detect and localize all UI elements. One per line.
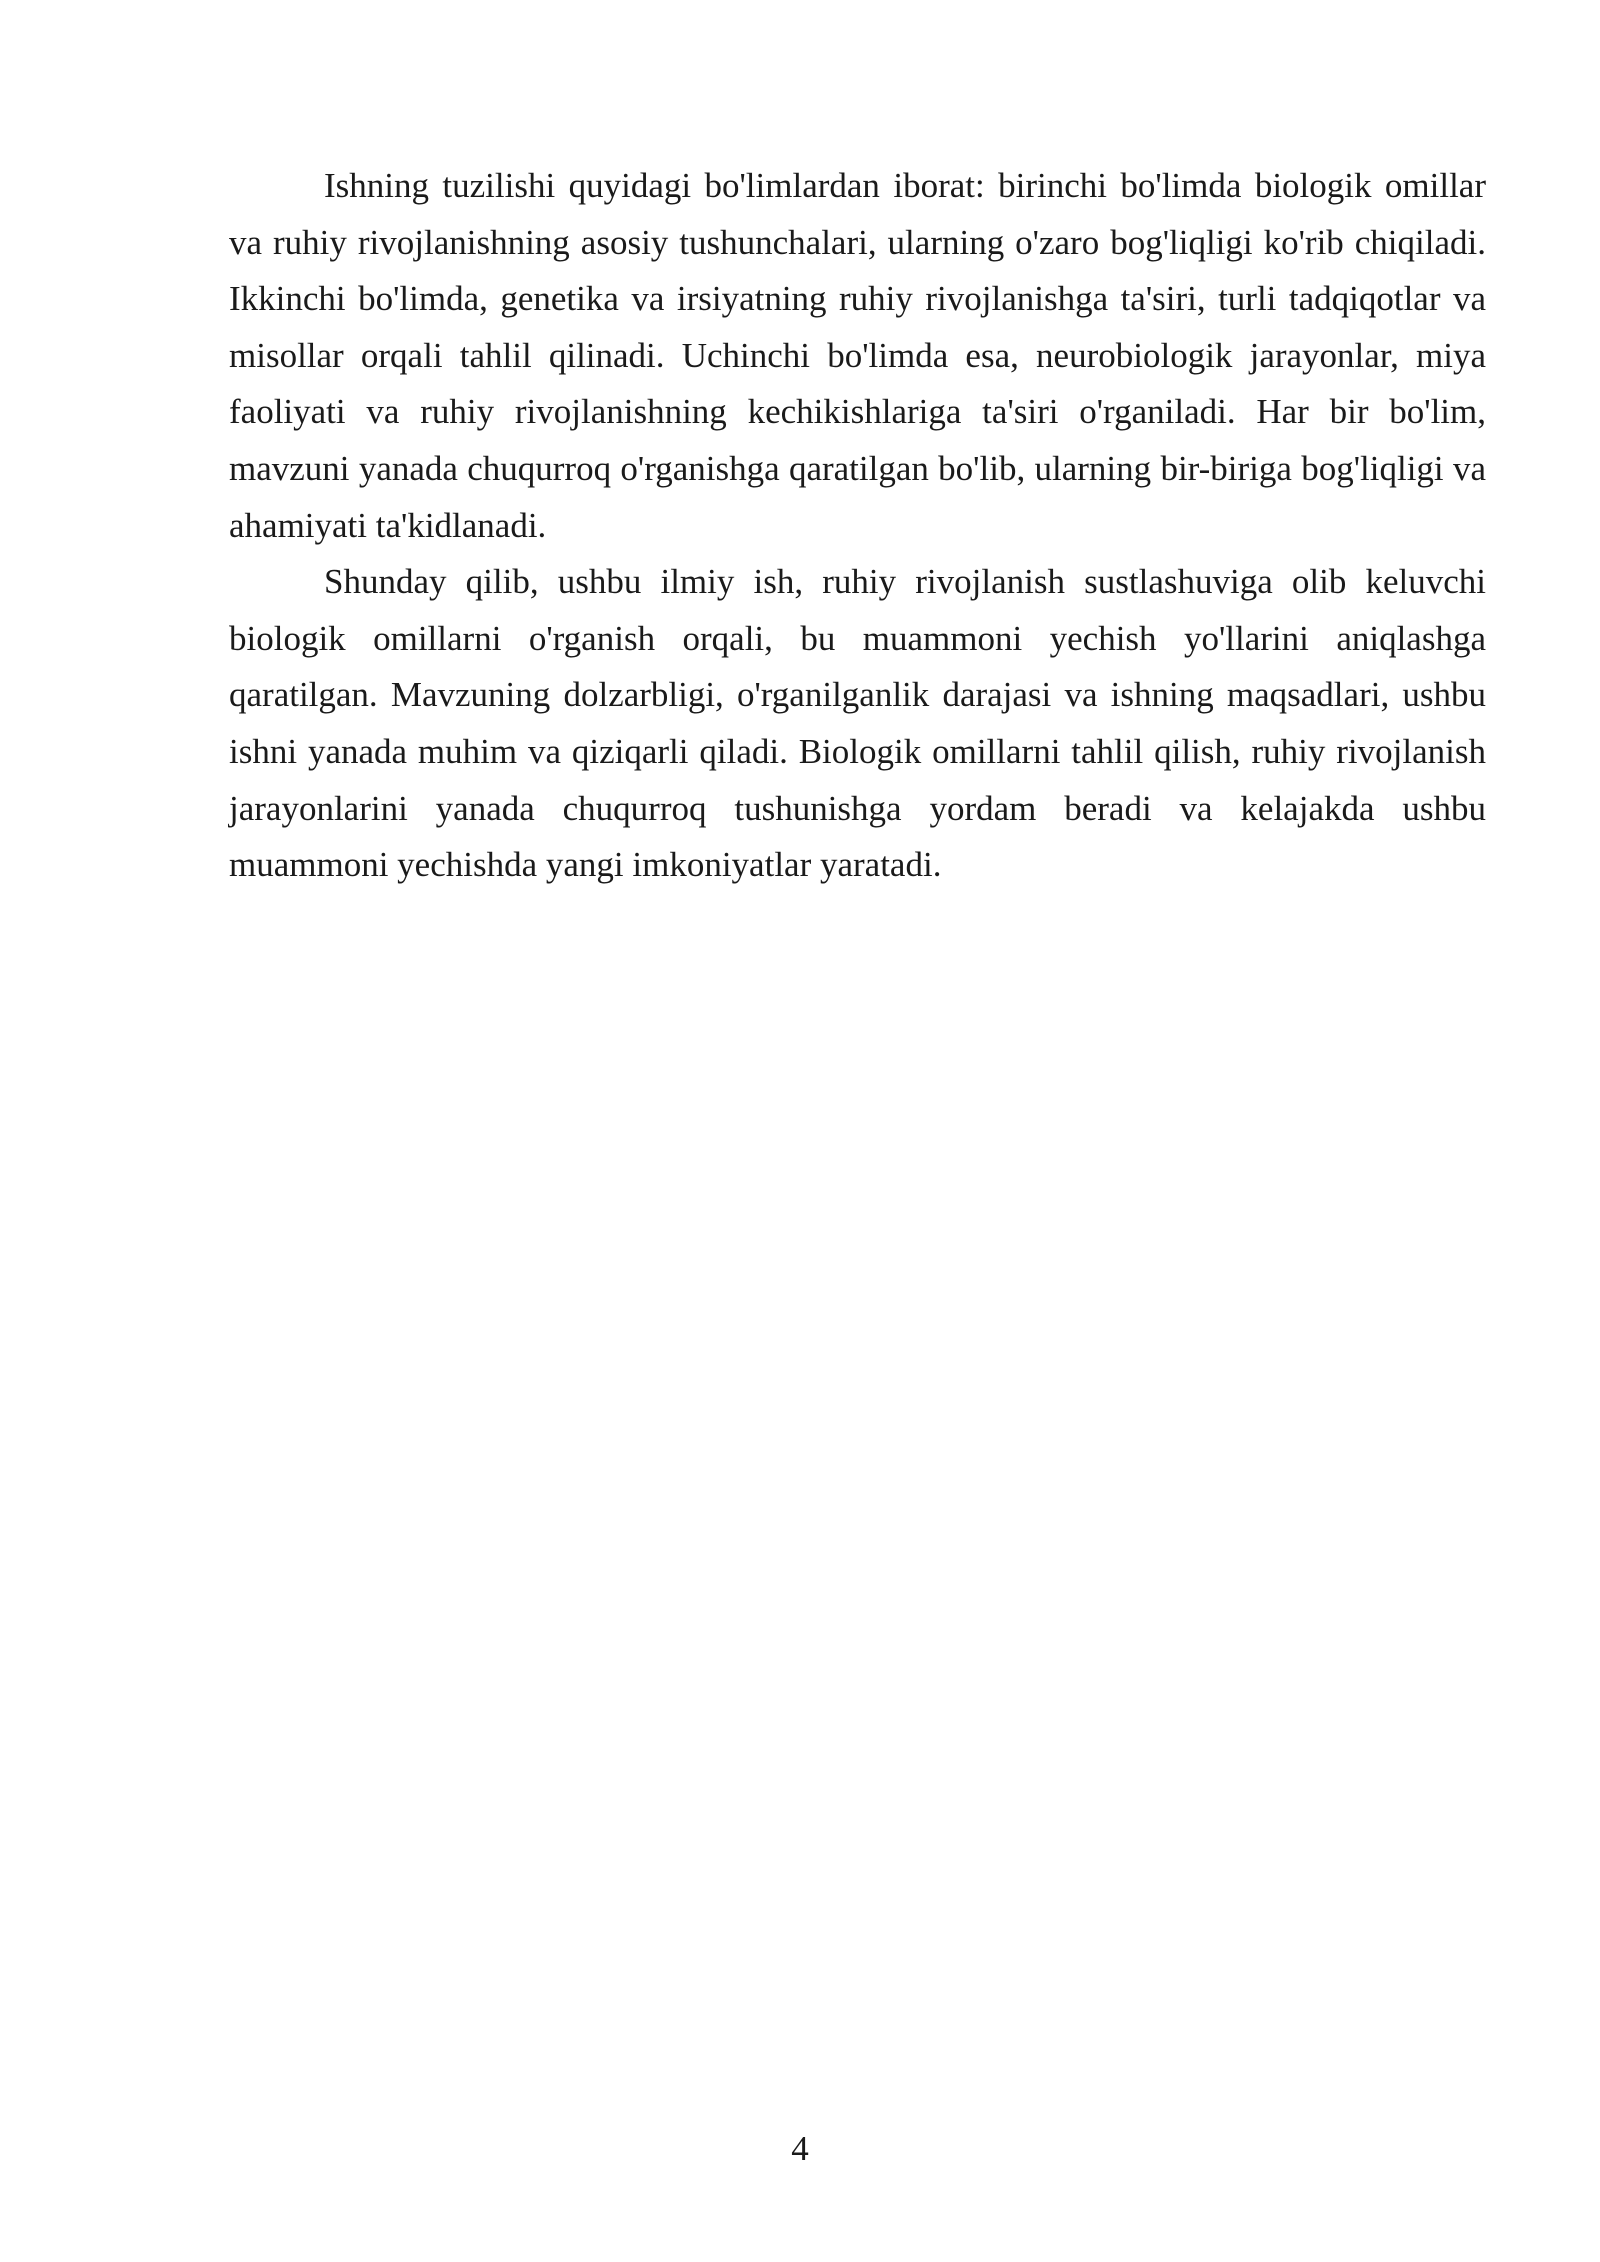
paragraph-structure: Ishning tuzilishi quyidagi bo'limlardan iborat: birinchi bo'limda biologik omillar va ruhiy rivojlanishning asosiy tushunchalari, ularning o'zaro bog'liqligi ko'rib chiqiladi. Ikkinchi bo'limda, genetika va irsiyatning ruhiy rivojlanishga ta'siri, turli tadqiqotlar va misollar orqali tahlil qilinadi. Uchinchi bo'limda esa, neurobiologik jarayonlar, miya faoliyati va ruhiy rivojlanishning kechikishlariga ta'siri o'rganiladi. Har bir bo'lim, mavzuni yanada chuqurroq o'rganishga qaratilgan bo'lib, ularning bir-biriga bog'liqligi va ahamiyati ta'kidlanadi. xyxy=(229,166,1486,545)
page-number: 4 xyxy=(791,2129,809,2168)
body-text xyxy=(229,158,1486,894)
paragraph-conclusion: Shunday qilib, ushbu ilmiy ish, ruhiy rivojlanish sustlashuviga olib keluvchi biologik omillarni o'rganish orqali, bu muammoni yechish yo'llarini aniqlashga qaratilgan. Mavzuning dolzarbligi, o'rganilganlik darajasi va ishning maqsadlari, ushbu ishni yanada muhim va qiziqarli qiladi. Biologik omillarni tahlil qilish, ruhiy rivojlanish jarayonlarini yanada chuqurroq tushunishga yordam beradi va kelajakda ushbu muammoni yechishda yangi imkoniyatlar yaratadi. xyxy=(229,562,1486,885)
